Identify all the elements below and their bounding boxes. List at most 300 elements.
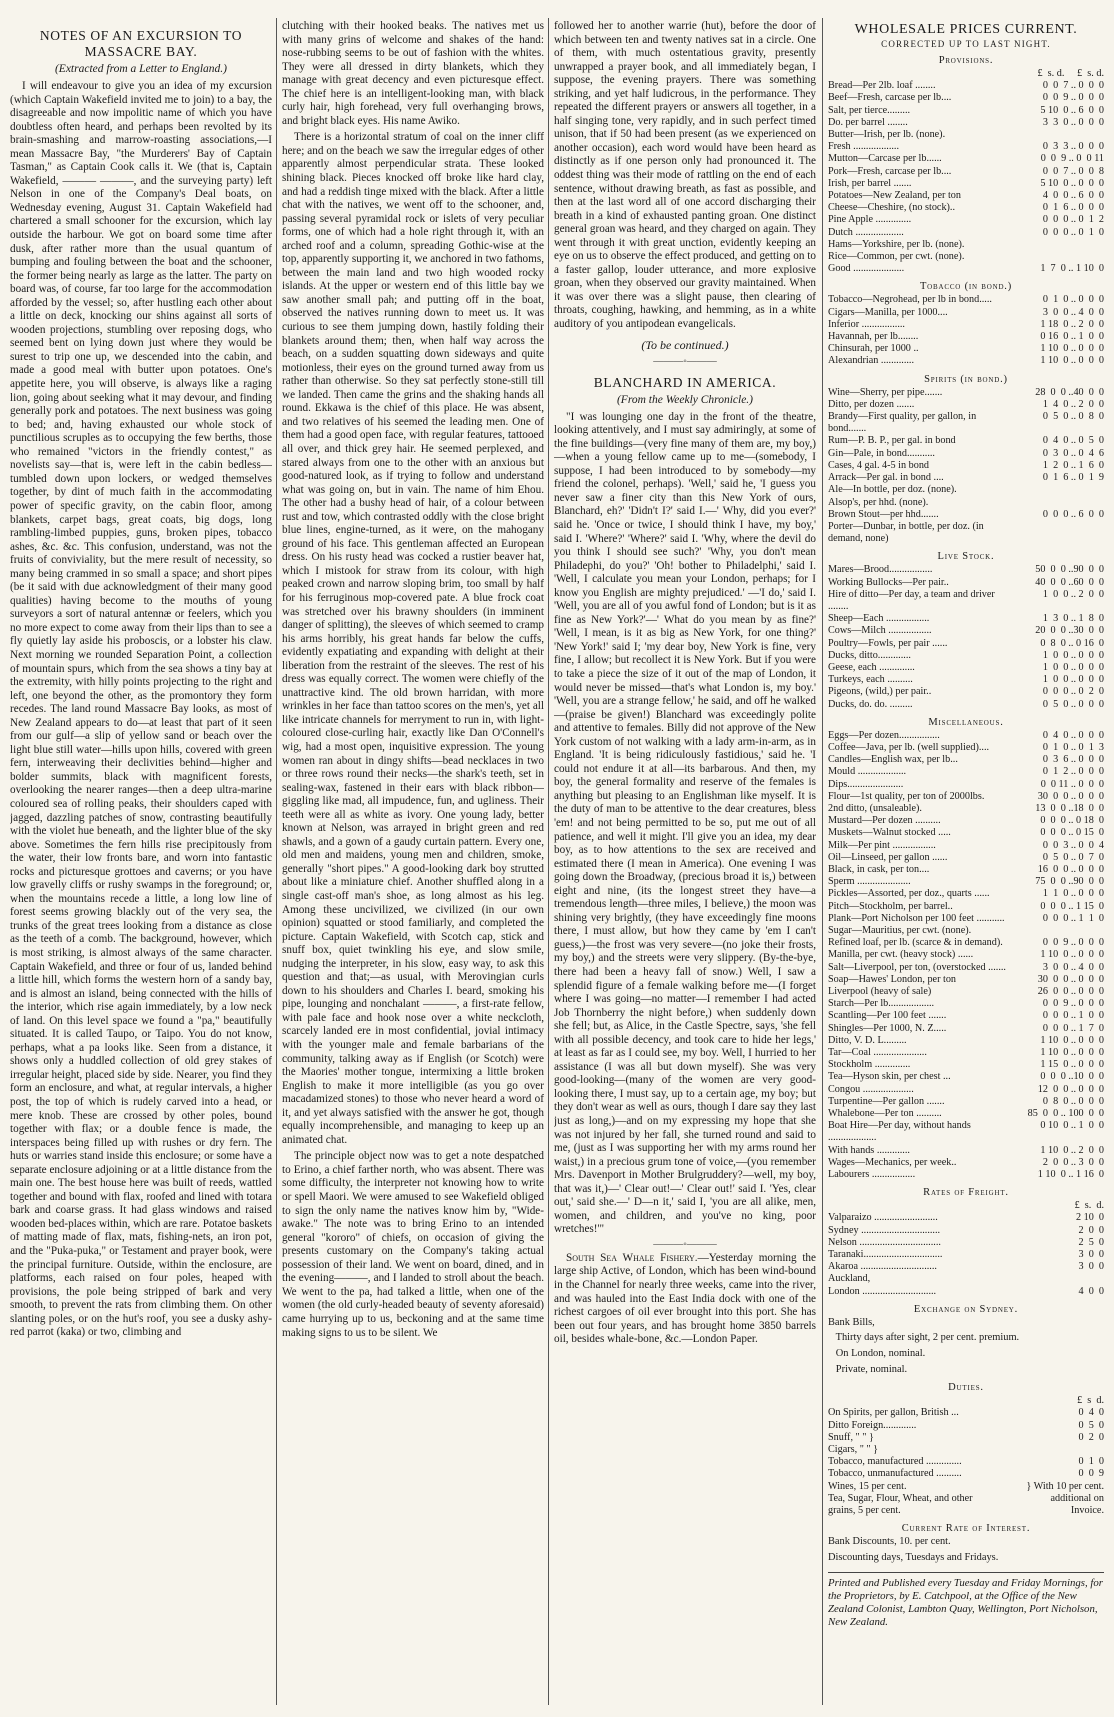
- price-value: 0 0 0 .. 0 1 0: [1042, 226, 1104, 238]
- price-row: [828, 105, 1104, 117]
- price-item: Inferior .................: [828, 318, 905, 330]
- price-item: 2nd ditto, (unsaleable).: [828, 802, 922, 814]
- duties-table: [828, 1395, 1104, 1517]
- column-4-prices: [828, 20, 1104, 1705]
- price-item: Starch—Per lb..................: [828, 998, 935, 1010]
- article-paragraph: followed her to another warrie (hut), before the door of which between ten and twenty natives sat in a circle. One of them, with much ostentatious gravity, presently unwrapped a prayer book, and all immediately began, I suppose, the evening prayers. There was something striking, and yet half ludicrous, in the performance. They repeated the different prayers or answers all together, in a half singing tone, very rapidly, and in such perfect timed unison, that if 50 had been present (as we experienced on another occasion), each word would have been heard as distinctly as if one person only had pronounced it. The oddest thing was their mode of rattling on the end of each sentence, without drawing breath, as fast as possible, and then at the last word all of one accord discharging their breath in a kind of exhausted panting groan. One distinct general groan was heard, and they charged on again. They went through it with great unction, evidently keeping an eye on us to observe the effect produced, and getting on to a faster gallop, louder utterance, and more explosive groan, when they observed our gravity maintained. When it was over there was a slight pause, then clearing of throats, coughing, hawking, and hemming, as in a white auditory of you antipodean evangelicals.: [554, 20, 816, 331]
- price-row: [828, 117, 1104, 129]
- price-item: Rum—P. B. P., per gal. in bond: [828, 435, 956, 447]
- price-value: 0 0 0 .. 1 7 0: [1042, 1022, 1104, 1034]
- price-row: [828, 1225, 1104, 1237]
- price-item: grains, 5 per cent.: [828, 1505, 901, 1517]
- price-item: Valparaizo .........................: [828, 1212, 938, 1224]
- price-item: Soap—Hawes' London, per ton: [828, 973, 957, 985]
- price-item: Cigars, " " }: [828, 1444, 878, 1456]
- price-value: [1014, 129, 1104, 141]
- price-row: [828, 1505, 1104, 1517]
- price-row: [828, 263, 1104, 275]
- interest-heading: Current Rate of Interest.: [901, 1523, 1031, 1535]
- price-value: [1014, 497, 1104, 509]
- price-value: 50 0 0 ..90 0 0: [1035, 564, 1104, 576]
- price-row: [828, 1432, 1104, 1444]
- price-row: [828, 638, 1104, 650]
- column-2: [282, 20, 544, 1705]
- price-item: Hams—Yorkshire, per lb. (none).: [828, 238, 965, 250]
- price-value: 40 0 0 ..60 0 0: [1035, 576, 1104, 588]
- price-row: [828, 998, 1104, 1010]
- price-row: [828, 1249, 1104, 1261]
- price-value: 0 0 9 .. 0 0 0: [1042, 937, 1104, 949]
- exchange-line: On London, nominal.: [828, 1348, 926, 1360]
- price-value: 0 1 0 .. 0 1 3: [1042, 741, 1104, 753]
- price-row: [828, 80, 1104, 92]
- price-value: 0 4 0 .. 0 0 0: [1042, 729, 1104, 741]
- price-row: [828, 1096, 1104, 1108]
- price-value: 0 0 0 ..10 0 0: [1040, 1071, 1104, 1083]
- price-value: 0 0 0 .. 0 15 0: [1040, 827, 1104, 839]
- price-value: 0 0 9 .. 0 0 0: [1042, 998, 1104, 1010]
- price-value: 1 0 0 .. 2 0 0: [1042, 588, 1104, 600]
- price-section-heading: Rates of Freight.: [923, 1187, 1009, 1199]
- price-row: [828, 1010, 1104, 1022]
- price-row: [828, 521, 1104, 545]
- price-value: 0 1 6 .. 0 1 9: [1042, 472, 1104, 484]
- exchange-heading: Exchange on Sydney.: [913, 1303, 1019, 1315]
- price-row: [828, 650, 1104, 662]
- price-value: 0 0 0 .. 0 2 0: [1042, 686, 1104, 698]
- price-item: Snuff, " " }: [828, 1431, 874, 1443]
- price-table: [828, 387, 1104, 546]
- price-value: 0 0 9 .. 0 0 11: [1040, 153, 1104, 165]
- price-row: [828, 355, 1104, 367]
- price-row: [828, 803, 1104, 815]
- price-row: [828, 1023, 1104, 1035]
- price-section-heading: Live Stock.: [937, 551, 995, 563]
- price-row: [828, 827, 1104, 839]
- price-item: Pigeons, (wild,) per pair..: [828, 686, 932, 698]
- price-row: [828, 153, 1104, 165]
- price-item: Tea, Sugar, Flour, Wheat, and other: [828, 1492, 973, 1504]
- price-row: [828, 1261, 1104, 1273]
- price-item: Salt, per tierce.........: [828, 104, 911, 116]
- column-rule: [276, 18, 277, 1705]
- price-row: [828, 1108, 1104, 1120]
- price-row: [828, 239, 1104, 251]
- price-item: Pork—Fresh, carcase per lb....: [828, 165, 952, 177]
- price-value: 2 5 0: [1078, 1236, 1104, 1248]
- price-row: [828, 460, 1104, 472]
- price-item: Mould ...................: [828, 766, 907, 778]
- price-value: 0 0 7 .. 0 0 8: [1042, 165, 1104, 177]
- price-sections: [828, 55, 1104, 1298]
- price-item: Ditto, per dozen .......: [828, 398, 915, 410]
- price-row: [828, 1120, 1104, 1144]
- price-row: [828, 129, 1104, 141]
- price-value: 1 10 0 .. 0 0 0: [1040, 949, 1104, 961]
- price-row: [828, 387, 1104, 399]
- price-value: 26 0 0 .. 0 0 0: [1037, 986, 1104, 998]
- price-value: } With 10 per cent.: [1026, 1480, 1104, 1492]
- price-row: [828, 949, 1104, 961]
- price-row: [828, 686, 1104, 698]
- price-value: 0 3 6 .. 0 0 0: [1042, 754, 1104, 766]
- price-row: [828, 815, 1104, 827]
- price-value: 5 10 0 .. 0 0 0: [1040, 177, 1104, 189]
- price-value: 0 5 0 .. 0 7 0: [1042, 851, 1104, 863]
- price-item: Ditto Foreign.............: [828, 1419, 917, 1431]
- price-value: 2 0 0 .. 3 0 0: [1042, 1156, 1104, 1168]
- price-row: [828, 864, 1104, 876]
- price-item: Turkeys, each ..........: [828, 674, 913, 686]
- price-item: Sperm .....................: [828, 876, 911, 888]
- price-item: Cases, 4 gal. 4-5 in bond: [828, 459, 930, 471]
- price-item: Porter—Dunbar, in bottle, per doz. (in demand, none): [828, 520, 984, 545]
- price-row: [828, 1420, 1104, 1432]
- price-row: [828, 166, 1104, 178]
- column-rule: [548, 18, 549, 1705]
- price-item: Congou ....................: [828, 1083, 914, 1095]
- price-row: [828, 1084, 1104, 1096]
- price-row: [828, 1157, 1104, 1169]
- price-item: Nelson ................................: [828, 1236, 941, 1248]
- price-row: [828, 399, 1104, 411]
- price-value: 2 10 0: [1075, 1212, 1104, 1224]
- price-item: Gin—Pale, in bond...........: [828, 447, 935, 459]
- price-value: 0 3 0 .. 0 4 6: [1042, 447, 1104, 459]
- price-row: [828, 730, 1104, 742]
- price-row: [828, 472, 1104, 484]
- price-value: 0 10 0 .. 1 0 0: [1040, 1120, 1104, 1132]
- price-item: Liverpool (heavy of sale): [828, 986, 932, 998]
- price-value: 1 0 0 .. 0 0 0: [1042, 661, 1104, 673]
- price-row: [828, 509, 1104, 521]
- price-row: [828, 1200, 1104, 1212]
- ornament-divider: ———◦———: [653, 355, 717, 367]
- price-row: [828, 1444, 1104, 1456]
- price-value: 1 10 0 .. 2 0 0: [1040, 1144, 1104, 1156]
- article-paragraph: I will endeavour to give you an idea of my excursion (which Captain Wakefield invited me to join) to a bay, the disagreeable and now impolitic name of which you have doubtless often heard, and perhaps been revolted by its brain-smashing and marrow-roasting associations,—I mean Massacre Bay, "the Murderers' Bay of Captain Tasman," as Captain Cook calls it. We (that is, Captain Wakefield, ——— ———, and the surveying party) left Nelson in one of the Company's Deal boats, on Wednesday evening, August 31. Captain Wakefield had chartered a small schooner for the excursion, which lay outside the harbour. We got on board some time after dusk, after rather more than the usual quantum of bumping and fouling between the boat and the schooner, the former being nearly as large as the latter. The party on board was, of course, far too large for the accommodation afforded by the vessel; so, after hustling each other about a little on deck, knocking our shins against all sorts of wooden projections, stumbling over reposing dogs, who seemed bent on lying down just where they would be surest to trip one up, we descended into the cabin, and made a good meal with butter upon potatoes. One's appetite here, you will observe, is always like a raging lion, going about seeking what it may devour, and finding generally pork and potatoes. The next business was going to bed; and, having exhausted our whole stock of punctilious scruples as to occupying the few berths, those who remained "victors in the friendly contest," as novelists say—that is, were left in the cabin bedless—tumbled down upon lockers, or wedged themselves together, by dint of much faith in the accommodating power of specific gravity, on the cabin floor, among blankets, carpet bags, great coats, big dogs, long rambling-limbed puppies, guns, broken pipes, tobacco ashes, &c. &c. This confusion, understand, was not the fruits of conviviality, but the mere result of necessity, so many being crammed in so small a space; and short pipes (be it said with due acknowledgment of their many good qualities) having become to the mouths of young surveyors a sort of natural antennæ or feelers, which you no more expect to come away from their lips than to see a fly quietly lay aside his proboscis, or a lobster his claw. Next morning we rounded Separation Point, a collection of mountain spurs, which from the sea shows a tiny bay at the extremity, with hilly points projecting to the right and left, one beyond the other, as the promontory they form recedes. The land round Massacre Bay looks, as most of New Zealand appears to do—at least that part of it seen from our gulf—a slip of yellow sand or beach over the light blue still water—hills upon hills, covered with green fern, interweaving their declivities behind—higher and bolder summits, black with magnificent forests, overlooking the nearer ranges—then a deep ultra-marine coloured sea of rolling peaks, their shoulders caped with jagged, dazzling patches of snow, contrasting beautifully with the violet hue beneath, and the lighter blue of the sky above. Sometimes the fern hills rise precipitously from the water, their low fronts bare, and worn into fantastic rocks and picturesque grottoes and caverns; or you have low gravelly cliffs or rushy swamps in the foreground; or, when the mountains recede a little, a long low line of forest seems growing blackly out of the very sea, the trunks of the great trees looking from a distance as close as the teeth of a comb. The background, however, which is most striking, is almost always of the same character. Captain Wakefield, and three or four of us, landed behind a little hill, which forms the western horn of a sandy bay, and is almost an island, being connected with the hills of the interior, which rise again immediately, by a low neck of land. On this level space we found a "pa," beautifully situated. It is called Taupo, or Taipo. You do not know, perhaps, what a pa looks like. Seen from a distance, it shows only a huddled collection of old grey stakes of irregular height, placed side by side. Nearer, you find they form an enclosure, and what, at regular intervals, a higher post, the top of which is rudely carved into a head, or mere knob. These are crossed by other poles, bound together with flax; or a double fence is made, the interspaces being filled up with rushes or dry fern. The huts or warries stand inside this enclosure; or some have a separate enclosure adjoining or at a little distance from the main one. The best house here was built of reeds, wattled together and bound with flax, roofed and lined with totara bark and coarse grass. It had glass windows and raised wooden bed-places within, which are rare. Potatoe baskets of matting made of flax, mats, fishing-nets, an iron pot, and the "Puka-puka," or Testament and prayer book, were the principal furniture. Outside, within the enclosure, are platforms, each raised on four poles, heaped with provisions, the pole being stripped of bark and very smooth, to prevent the rats from climbing them. On other slanting poles, or on the hut's roof, you see a dusky ashy-red parrot (kaka) or two, climbing and: [10, 80, 272, 1339]
- price-value: [1014, 239, 1104, 251]
- price-value: 75 0 0 ..90 0 0: [1035, 876, 1104, 888]
- price-item: Boat Hire—Per day, without hands ...................: [828, 1120, 971, 1144]
- price-item: Tea—Hyson skin, per chest ...: [828, 1071, 951, 1083]
- price-value: 0 1 0 .. 0 0 0: [1042, 294, 1104, 306]
- price-row: [828, 68, 1104, 80]
- price-value: 0 3 3 .. 0 0 0: [1042, 141, 1104, 153]
- price-table: [828, 68, 1104, 275]
- price-value: 0 16 0 .. 1 0 0: [1040, 331, 1104, 343]
- price-item: Whalebone—Per ton ..........: [828, 1108, 942, 1120]
- price-item: Candles—English wax, per lb...: [828, 754, 958, 766]
- interest-line: Bank Discounts, 10. per cent.: [828, 1536, 951, 1548]
- price-row: [828, 448, 1104, 460]
- price-item: On Spirits, per gallon, British ...: [828, 1407, 959, 1419]
- price-item: Chinsurah, per 1000 ..: [828, 343, 919, 355]
- price-item: Sheep—Each .................: [828, 613, 930, 625]
- price-row: [828, 577, 1104, 589]
- price-row: [828, 852, 1104, 864]
- price-row: [828, 1286, 1104, 1298]
- price-item: Tobacco, manufactured ..............: [828, 1456, 962, 1468]
- price-value: 12 0 0 .. 0 0 0: [1037, 1083, 1104, 1095]
- price-row: [828, 1035, 1104, 1047]
- price-value: [1014, 251, 1104, 263]
- article-title: BLANCHARD IN AMERICA.: [593, 374, 777, 390]
- price-item: Alexandrian .............: [828, 355, 915, 367]
- price-row: [828, 766, 1104, 778]
- article-subtitle: (From the Weekly Chronicle.): [616, 393, 754, 406]
- price-item: Mutton—Carcase per lb......: [828, 153, 942, 165]
- price-row: [828, 1273, 1104, 1285]
- price-value: 5 10 0 .. 6 0 0: [1040, 104, 1104, 116]
- price-item: Cows—Milch .................: [828, 625, 932, 637]
- price-value: 0 4 0 .. 0 5 0: [1042, 435, 1104, 447]
- price-value: 0 0 0 .. 6 0 0: [1042, 508, 1104, 520]
- whale-fishery-title: South Sea Whale Fishery.: [566, 1251, 698, 1264]
- price-value: [1014, 1273, 1104, 1285]
- interest-block: [828, 1536, 1104, 1564]
- price-value: 1 0 0 .. 0 0 0: [1042, 649, 1104, 661]
- price-item: Brandy—First quality, per gallon, in bond.......: [828, 411, 977, 435]
- duties-heading: Duties.: [948, 1382, 984, 1394]
- price-value: 16 0 0 .. 0 0 0: [1037, 863, 1104, 875]
- price-item: [828, 68, 1014, 80]
- price-row: [828, 699, 1104, 711]
- price-row: [828, 876, 1104, 888]
- price-value: 1 1 0 .. 0 0 0: [1042, 888, 1104, 900]
- price-value: 1 7 0 .. 1 10 0: [1040, 263, 1104, 275]
- price-row: [828, 141, 1104, 153]
- price-item: Do. per barrel ........: [828, 116, 908, 128]
- price-value: £ s. d.: [1074, 1200, 1104, 1212]
- price-item: Bread—Per 2lb. loaf ........: [828, 80, 936, 92]
- price-item: Shingles—Per 1000, N. Z.....: [828, 1022, 947, 1034]
- price-row: [828, 319, 1104, 331]
- price-row: [828, 613, 1104, 625]
- article-title: NOTES OF AN EXCURSION TO MASSACRE BAY.: [39, 28, 243, 59]
- price-value: 0 0 0 .. 0 1 2: [1042, 214, 1104, 226]
- price-row: [828, 331, 1104, 343]
- price-item: Oil—Linseed, per gallon ......: [828, 851, 948, 863]
- price-item: Black, in cask, per ton....: [828, 863, 930, 875]
- price-item: Alsop's, per hhd. (none).: [828, 496, 929, 508]
- price-value: 0 0 0 .. 1 0 0: [1042, 1010, 1104, 1022]
- price-section-heading: Spirits (in bond.): [924, 373, 1008, 385]
- price-value: £ s d.: [1077, 1395, 1104, 1407]
- price-item: Dips......................: [828, 778, 904, 790]
- price-row: [828, 227, 1104, 239]
- column-1: [10, 20, 272, 1705]
- price-item: Pitch—Stockholm, per barrel..: [828, 900, 953, 912]
- price-item: Cigars—Manilla, per 1000....: [828, 306, 948, 318]
- price-item: Salt—Liverpool, per ton, (overstocked .......: [828, 961, 1006, 973]
- price-item: Sydney ...............................: [828, 1224, 941, 1236]
- price-value: 1 4 0 .. 2 0 0: [1042, 398, 1104, 410]
- price-row: [828, 791, 1104, 803]
- price-value: 1 10 0 .. 0 0 0: [1040, 1047, 1104, 1059]
- price-item: Plank—Port Nicholson per 100 feet ...........: [828, 912, 1005, 924]
- price-value: 1 15 0 .. 0 0 0: [1040, 1059, 1104, 1071]
- price-item: Flour—1st quality, per ton of 2000lbs.: [828, 790, 985, 802]
- price-item: Muskets—Walnut stocked .....: [828, 827, 951, 839]
- price-item: Refined loaf, per lb. (scarce & in demand).: [828, 937, 1003, 949]
- price-item: Wages—Mechanics, per week..: [828, 1156, 957, 1168]
- price-value: 4 0 0: [1078, 1285, 1104, 1297]
- price-value: 0 0 11 .. 0 0 0: [1040, 778, 1104, 790]
- price-section-heading: Miscellaneous.: [928, 716, 1004, 728]
- price-item: Ducks, ditto.............: [828, 649, 911, 661]
- price-item: Wine—Sherry, per pipe.......: [828, 386, 943, 398]
- exchange-line: Thirty days after sight, 2 per cent. premium.: [828, 1332, 1020, 1344]
- price-value: 0 0 3 .. 0 0 4: [1042, 839, 1104, 851]
- price-value: [1014, 1444, 1104, 1456]
- price-row: [828, 202, 1104, 214]
- price-value: 30 0 0 .. 0 0 0: [1037, 790, 1104, 802]
- price-item: Labourers .................: [828, 1169, 916, 1181]
- price-value: [1014, 925, 1104, 937]
- price-row: [828, 1481, 1104, 1493]
- interest-line: Discounting days, Tuesdays and Fridays.: [828, 1551, 999, 1563]
- price-row: [828, 589, 1104, 613]
- price-value: 1 2 0 .. 1 6 0: [1042, 459, 1104, 471]
- price-value: 1 10 0 .. 0 0 0: [1040, 355, 1104, 367]
- price-value: 28 0 0 ..40 0 0: [1035, 386, 1104, 398]
- price-item: Ducks, do. do. .........: [828, 698, 913, 710]
- price-value: 3 0 0: [1078, 1261, 1104, 1273]
- price-value: 0 5 0 .. 0 0 0: [1042, 698, 1104, 710]
- price-value: 1 0 0 .. 0 0 0: [1042, 674, 1104, 686]
- article-paragraph: There is a horizontal stratum of coal on the inner cliff here; and on the beach we saw the irregular edges of other apparently almost perpendicular strata. These looked shining black. Pieces knocked off broke like hard clay, and had a reddish tinge mixed with the black. After a little chat with the natives, we went off to the schooner, and, passing several pyramidal rock or islets of very peculiar forms, one of which had a hole right through it, with an arched roof and a column, spreading Gothic-wise at the top, apparently supporting it, we anchored in two fathoms, between the main land and two high wooded rocky islands. At the upper or western end of this little bay we saw another small pah; and putting off in the boat, observed the natives running down to meet us. It was curious to see them jumping down, hastily folding their blankets around them; then, when half way across the beach, on a sudden squatting down sideways and quite motionless, their eyes on the ground turned away from us rather than otherwise. So they sat perfectly stone-still till we landed. Then came the grins and the shaking hands all round. Ekkawa is the chief of this place. He was absent, and two relatives of his seemed the leading men. One of them had a good open face, with regular features, tattooed all over, and thick grey hair. He seemed perplexed, and stared always from one to the other with an anxious but good-natured look, as if trying to follow and understand what was going on, but in vain. The name of him Ehou. The other had a bushy head of hair, of a colour between rust and tow, which contrasted oddly with the close bright blue lines, engine-turned, as it were, on the mahogany ground of his face. This gentleman affected an European dress. On his rusty head was cocked a rustier beaver hat, which I mistook for straw from its colour, with high peaked crown and narrow sloping brim, too small by half for his ferruginous mop-covered pate. A blue frock coat was stretched over his brawny shoulders (in imminent danger of splitting), the sleeves of which seemed to cramp his arms horribly, his great hands far below the cuffs, evidently expatiating and expanding with delight at their liberation from the restraint of the sleeves. The rest of his dress was equally correct. The women were chiefly of the unattractive kind. The old brown harridan, with more wrinkles in her face than tattoo scores on the men's, yet all like intricate channels for merryment to run in, with light-coloured close-curling hair, exactly like Dan O'Connell's wig, had a most open, inquisitive expression. The young women ran about in dingy shifts—bead necklaces in two or three rows round their necks—the shark's teeth, set in sealing-wax, fastened in their ears with black ribbon—giggling like mad, all impudence, fun, and ugliness. Their teeth were all as white as ivory. One young lady, better known at Nelson, was arrayed in bright green and red shawls, and a gown of a gaudy curtain pattern. Every one, old men and maidens, young men and children, smoke, generally "short pipes." A good-looking dark boy strutted about like a miniature chief. Another shuffled along in a single cast-off man's shoe, as long almost as his leg. Among these uncivilized, we civilized (in our own opinion) squatted or stood familiarly, and completed the picture. Captain Wakefield, with Scotch cap, stick and snuff box, quiet twinkling his eye, and slow smile, nudging the interpreter, in his slow, easy way, to ask this question and that;—as usual, with Merovingian curls down to his shoulders and Charles I. beard, smoking his pipe, lounging and nonchalant ———, a first-rate fellow, with pale face and hook nose over a white neckcloth, scarcely landed ere in most confidential, jovial intimacy with the younger male and female barbarians of the community, talking away as if English (or Scotch) were the Maories' mother tongue, intermixing a little broken English to make it more intelligible (as you go over macadamized stones) to those who never heard a word of it, and yet always satisfied with the answer he got, though equally incomprehensible, and managing to keep up an animated chat.: [282, 131, 544, 1146]
- price-value: 0 0 0 .. 1 1 0: [1042, 912, 1104, 924]
- price-row: [828, 974, 1104, 986]
- price-item: Poultry—Fowls, per pair ......: [828, 637, 948, 649]
- price-row: [828, 1407, 1104, 1419]
- price-row: [828, 742, 1104, 754]
- price-row: [828, 754, 1104, 766]
- price-item: Arrack—Per gal. in bond ....: [828, 472, 944, 484]
- price-value: 0 2 0: [1078, 1431, 1104, 1443]
- price-value: 3 0 0 .. 4 0 0: [1042, 306, 1104, 318]
- price-section-heading: Tobacco (in bond.): [919, 281, 1013, 293]
- price-value: 0 0 9 .. 0 0 0: [1042, 92, 1104, 104]
- to-be-continued: (To be continued.): [641, 337, 729, 352]
- price-value: 0 8 0 .. 0 16 0: [1040, 637, 1104, 649]
- imprint: Printed and Published every Tuesday and Friday Mornings, for the Proprietors, by E. Catchpool, at the Office of the New Zealand Colonist, Lambton Quay, Wellington, Port Nicholson, New Zealand.: [828, 1572, 1104, 1629]
- price-value: 3 0 0: [1078, 1249, 1104, 1261]
- whale-fishery-paragraph: [554, 1252, 816, 1347]
- price-item: Brown Stout—per hhd.......: [828, 508, 939, 520]
- price-row: [828, 901, 1104, 913]
- price-value: [1014, 521, 1104, 545]
- price-row: [828, 1145, 1104, 1157]
- price-table: [828, 1200, 1104, 1298]
- price-item: Pickles—Assorted, per doz., quarts ......: [828, 888, 990, 900]
- price-value: 2 0 0: [1078, 1224, 1104, 1236]
- price-item: Butter—Irish, per lb. (none).: [828, 129, 946, 141]
- price-row: [828, 92, 1104, 104]
- price-item: Milk—Per pint .................: [828, 839, 936, 851]
- price-section-heading: Provisions.: [938, 55, 994, 66]
- price-value: 0 1 6 .. 0 0 0: [1042, 202, 1104, 214]
- price-value: 0 8 0 .. 0 0 0: [1042, 1095, 1104, 1107]
- price-item: Fresh ..................: [828, 141, 900, 153]
- price-item: Tobacco, unmanufactured ..........: [828, 1468, 962, 1480]
- price-item: Coffee—Java, per lb. (well supplied)....: [828, 741, 990, 753]
- price-item: Tar—Coal .....................: [828, 1047, 927, 1059]
- price-row: [828, 625, 1104, 637]
- price-row: [828, 962, 1104, 974]
- price-value: 85 0 0 .. 100 0 0: [1027, 1108, 1104, 1120]
- price-item: Scantling—Per 100 feet .......: [828, 1010, 947, 1022]
- prices-title: WHOLESALE PRICES CURRENT.: [854, 22, 1078, 37]
- price-item: Rice—Common, per cwt. (none).: [828, 251, 965, 263]
- price-row: [828, 411, 1104, 435]
- whale-fishery-text: —Yesterday morning the large ship Active, of London, which has been wind-bound in the Channel for nearly three weeks, came into the river, and was hauled into the East India dock with one of the richest cargoes of oil ever brought into this port. She has been out four years, and has brought home 3850 barrels oil, besides whale-bone, &c.—London Paper.: [554, 1251, 816, 1346]
- article-subtitle: (Extracted from a Letter to England.): [54, 63, 228, 75]
- price-item: Pine Apple ..............: [828, 214, 912, 226]
- price-value: 3 0 0 .. 4 0 0: [1042, 961, 1104, 973]
- price-row: [828, 564, 1104, 576]
- price-table: [828, 294, 1104, 367]
- price-item: Ditto, V. D. L.........: [828, 1034, 907, 1046]
- price-row: [828, 925, 1104, 937]
- price-row: [828, 888, 1104, 900]
- price-value: 1 18 0 .. 2 0 0: [1040, 318, 1104, 330]
- price-item: Hire of ditto—Per day, a team and driver ........: [828, 588, 995, 612]
- price-value: 1 10 0 .. 0 0 0: [1040, 343, 1104, 355]
- price-item: Stockholm ..............: [828, 1059, 911, 1071]
- price-value: additional on: [1045, 1492, 1104, 1504]
- price-item: Irish, per barrel .......: [828, 177, 912, 189]
- price-row: [828, 1169, 1104, 1181]
- price-table: [828, 730, 1104, 1182]
- price-row: [828, 1237, 1104, 1249]
- price-value: [1014, 484, 1104, 496]
- price-value: 0 1 0: [1078, 1456, 1104, 1468]
- price-value: Invoice.: [1065, 1505, 1104, 1517]
- price-value: 0 1 2 .. 0 0 0: [1042, 766, 1104, 778]
- price-value: 0 0 0 .. 0 18 0: [1040, 815, 1104, 827]
- price-value: 30 0 0 .. 0 0 0: [1037, 973, 1104, 985]
- price-row: [828, 190, 1104, 202]
- price-item: Manilla, per cwt. (heavy stock) ......: [828, 949, 974, 961]
- price-row: [828, 214, 1104, 226]
- ornament-divider: ———◦———: [653, 1238, 717, 1250]
- price-value: 20 0 0 ..30 0 0: [1035, 625, 1104, 637]
- exchange-line: Private, nominal.: [828, 1363, 908, 1375]
- article-paragraph: "I was lounging one day in the front of the theatre, looking attentively, and I must say admiringly, at some of the fine buildings—(very fine many of them are, my boy,)—when a young fellow came up to me—(somebody, I suppose, I had been introduced to by somebody—my friend the colonel, perhaps). 'Well,' said he, 'I guess you never saw a finer city than this New York of ours, Blanchard, eh?' 'Didn't I?' said I.—' Why, did you ever?' said he. 'Once or twice, I should think I have, my boy,' said I. 'Where?' 'Where?' said I. 'Why, where the devil do you think I should see such?' 'Why, you don't mean Philadephi, do you?' 'Oh! bother to Philadelphi,' said I. 'Well, I calculate you mean your London, perhaps; for I know you English are mighty prejudiced.' —'I do,' said I. 'Well, you are all of you awful fond of London; but is it as fine as New York?'—' What do you mean by as fine?' 'Well, I mean, is it as big as New York, for one thing?' 'New York!' said I; 'my dear boy, New York is fine, very fine, I allow; but recollect it is New York. But if you were to take a piece the size of it out of the map of London, it would never be missed—that's what London is, my boy.' 'Well, you are a strange fellow,' he said, and off he walked—(praise be given!) Blanchard was exceedingly polite and attentive to females. Billy did not approve of the New York custom of not walking with a lady arm-in-arm, as in England. 'It is being ridiculously fastidious,' said he. 'I could not endure it at all—its barbarous. And then, my boy, the general formality and reserve of the females is anything but pleasing to an Englishman like myself. It is the duty of man to be attentive to the dear creatures, bless 'em! and not being permitted to be so, put me out of all patience, and well it might. I'll give you an idea, my dear boy, as to how attentions to the sex are received and estimated there (I mean in America). One evening I was going down the Broadway, (precious broad it is,) between eight and nine, (its the longest street they have—a tremendous length—three miles, I believe,) the moon was shining very brightly, (they have exceedingly fine moons there, I must allow, but how they came by 'em I can't guess,)—the frost was very severe—(no joke their frosts, my boy,) and the streets were very slippery. (By-the-bye, there had been a heavy fall of snow.) Well, I saw a splendid figure of a female walking before me—(I forget where I was going—no matter—I remember I had acted Job Thornberry the night before,) when suddenly down she fell; but, as Alice, in the Castle Spectre, says, 'she fell with all possible decency, and took care to hide her legs,' at least as far as I could see, my boy. Well, I hurried to her assistance (I was all but down myself). She was very good-looking—(many of the women are very good-looking there, I must say, up to a certain age, my boy; but they don't wear as well as ours, though I dare say they last just as long,)—and on my expressing my hope that she was not injured by her fall, she turned round and said to me, (just as I was supporting her with my arms round her waist,) in a precious grum tone of voice,—(you remember Mrs. Davenport in Mother Brulgruddery?—well, my boy, that was it,)—' Clear out!—' Clear out!' said I. 'Yes, clear out,' said she.—' D—n it,' said I, 'you are all alike, men, women, and children, and you've no king, poor wretches!'": [554, 410, 816, 1236]
- price-value: 0 0 7 .. 0 0 0: [1042, 80, 1104, 92]
- price-table: [828, 564, 1104, 710]
- price-value: 1 10 0 .. 1 16 0: [1037, 1169, 1104, 1181]
- price-item: Geese, each ..............: [828, 661, 915, 673]
- price-row: [828, 1071, 1104, 1083]
- price-row: [828, 251, 1104, 263]
- price-row: [828, 1468, 1104, 1480]
- price-row: [828, 497, 1104, 509]
- price-item: Dutch ...................: [828, 226, 904, 238]
- price-value: 1 10 0 .. 0 0 0: [1040, 1034, 1104, 1046]
- price-item: Mustard—Per dozen ..........: [828, 815, 941, 827]
- price-row: [828, 779, 1104, 791]
- price-item: Wines, 15 per cent.: [828, 1480, 907, 1492]
- price-item: Potatoes—New Zealand, per ton: [828, 190, 961, 202]
- price-item: Sugar—Mauritius, per cwt. (none).: [828, 925, 972, 936]
- price-item: Turpentine—Per gallon .......: [828, 1095, 945, 1107]
- price-item: Eggs—Per dozen................: [828, 729, 940, 741]
- price-row: [828, 178, 1104, 190]
- price-item: Working Bullocks—Per pair..: [828, 576, 949, 588]
